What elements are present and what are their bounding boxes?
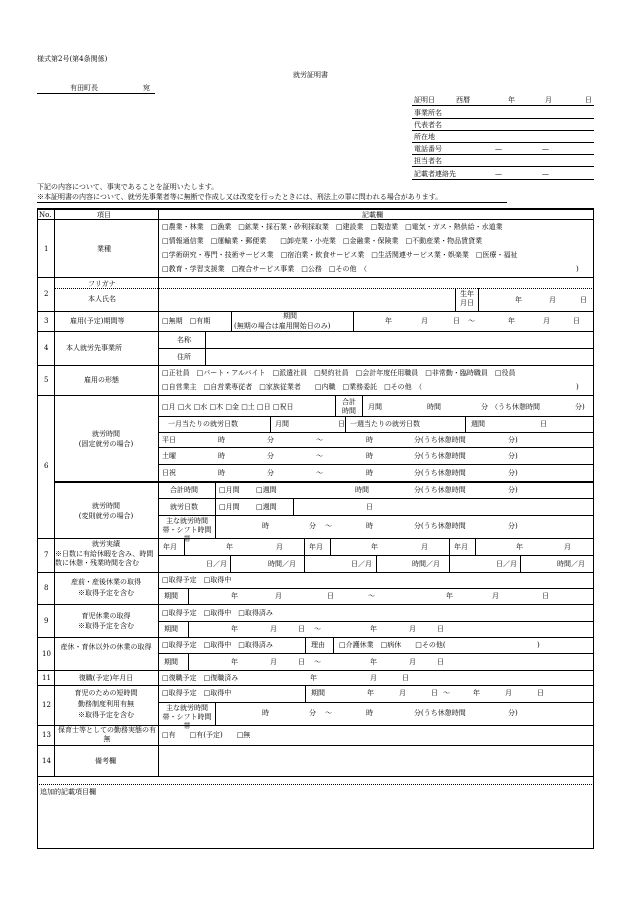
other-leave-reason-label: 理由 (311, 641, 325, 649)
weekly-days-label: 一週当たりの就労日数 (350, 420, 420, 428)
break-close: 分) (575, 403, 585, 411)
variable-shift-label: 主な就労時間帯・シフト時間帯 (162, 517, 212, 543)
start-minute-unit: 分 (267, 452, 274, 460)
certifier-field: 所在地 (414, 133, 435, 141)
employment-type-close: ) (576, 383, 579, 391)
return-date-label: 復職(予定)年月日 (78, 674, 134, 682)
start-hour-unit: 時 (218, 452, 225, 460)
certifier-field: 事業所名 (414, 109, 442, 117)
furigana-label: フリガナ (88, 280, 116, 288)
birth-date-label: 生年月日 (460, 290, 474, 307)
mat-tilde: 〜 (368, 592, 375, 600)
total-time-label: 時間 (342, 407, 356, 415)
short-hours-label: 育児のための短時間 (74, 689, 138, 697)
time-tilde: 〜 (316, 436, 323, 444)
ol-end-month: 月 (409, 658, 416, 666)
cc-end-year: 年 (370, 625, 377, 633)
end-day: 日 (573, 317, 580, 325)
childcare-worker-label: 保育士等としての勤務実態の有無 (58, 726, 156, 743)
sh-start-day: 日 (431, 689, 438, 697)
remarks-field[interactable] (162, 750, 592, 774)
other-leave-label: 産休・育休以外の休業の取得 (60, 643, 152, 651)
break-close: 分) (508, 486, 518, 494)
variable-monthly-option[interactable]: □月間 (219, 486, 240, 494)
date-year: 年 (508, 96, 515, 104)
break-close: 分) (508, 522, 518, 530)
monthly-label: 月間 (368, 403, 382, 411)
shift-tilde: 〜 (325, 522, 332, 530)
phone-dash: — (495, 145, 502, 153)
minutes-unit: 分 (481, 403, 488, 411)
col-head-no: No. (39, 211, 52, 219)
contact-dash: — (542, 170, 549, 178)
industry-label: 業種 (97, 245, 111, 253)
contact-dash: — (495, 170, 502, 178)
statement-underline (37, 202, 507, 203)
record-hours-unit: 時間／月 (412, 560, 440, 568)
end-month: 月 (543, 317, 550, 325)
row-number: 1 (44, 245, 49, 253)
break-inline: 分(うち休憩時間 (414, 436, 466, 444)
work-record-note: ※日数に有給休暇を含み、時間数に休憩・残業時間を含む (55, 550, 154, 567)
row-number: 13 (42, 731, 51, 739)
birth-year: 年 (515, 296, 522, 304)
period-note: (無期の場合は雇用開始日のみ) (234, 322, 331, 330)
mat-end-year: 年 (446, 592, 453, 600)
mat-start-month: 月 (275, 592, 282, 600)
sh-tilde: 〜 (443, 689, 450, 697)
maternity-leave-options[interactable]: □取得予定 □取得中 (162, 576, 232, 584)
employment-type-options[interactable]: □正社員 □パート・アルバイト □派遣社員 □契約社員 □会計年度任用職員 □非常勤・臨時職員 □役員 (162, 369, 516, 377)
variable-hours-label: 就労時間 (92, 502, 120, 510)
record-year: 年 (226, 543, 233, 551)
record-ym-label: 年月 (163, 543, 177, 551)
sh-start-year: 年 (367, 689, 374, 697)
short-hours-options[interactable]: □取得予定 □取得中 (162, 689, 232, 697)
row-number: 9 (44, 617, 49, 625)
record-hours-unit: 時間／月 (557, 560, 585, 568)
break-note: （うち休憩時間 (491, 403, 540, 411)
row-number: 5 (44, 376, 49, 384)
short-hours-shift-label: 主な就労時間帯・シフト時間帯 (162, 704, 212, 730)
certifier-field: 代表者名 (414, 121, 442, 129)
cc-end-month: 月 (409, 625, 416, 633)
variable-days-weekly-option[interactable]: □週間 (256, 503, 277, 511)
break-close: 分) (508, 709, 518, 717)
name-label: 本人氏名 (88, 295, 116, 303)
shift-end-hour: 時 (366, 522, 373, 530)
row-number: 10 (42, 650, 51, 658)
childcare-leave-note: ※取得予定を含む (78, 622, 134, 630)
record-hours-unit: 時間／月 (268, 560, 296, 568)
term-options[interactable]: □無期 □有期 (162, 317, 211, 325)
certifier-field: 担当者名 (414, 157, 442, 165)
date-day: 日 (585, 96, 592, 104)
return-options[interactable]: □復職予定 □復職済み (162, 674, 239, 682)
short-hours-period-label: 期間 (311, 689, 325, 697)
end-year: 年 (508, 317, 515, 325)
industry-options[interactable]: □農業・林業 □漁業 □鉱業・採石業・砂利採取業 □建設業 □製造業 □電気・ガス・熱供給・水道業 (162, 223, 503, 231)
start-month: 月 (421, 317, 428, 325)
period-label: 雇用(予定)期間等 (70, 317, 125, 325)
variable-days-unit: 日 (366, 503, 373, 511)
sh-end-day: 日 (537, 689, 544, 697)
weekly-days-unit-label: 週間 (471, 420, 485, 428)
ol-end-day: 日 (437, 658, 444, 666)
extra-items-field[interactable] (40, 798, 592, 846)
childcare-leave-label: 育児休業の取得 (81, 612, 131, 620)
other-leave-reasons[interactable]: □介護休業 □病休 □その他( (339, 641, 446, 649)
certifier-field: 電話番号 (414, 145, 442, 153)
record-month: 月 (564, 543, 571, 551)
cc-start-year: 年 (231, 625, 238, 633)
cc-tilde: 〜 (314, 625, 321, 633)
total-label: 合計 (342, 398, 356, 406)
row-number: 11 (42, 674, 51, 682)
ol-start-year: 年 (231, 658, 238, 666)
variable-days-label: 就労日数 (170, 503, 198, 511)
monthly-days-unit: 日 (338, 420, 345, 428)
workplace-name-label: 名称 (177, 336, 191, 344)
break-inline: 分(うち休憩時間 (414, 486, 466, 494)
date-month: 月 (545, 96, 552, 104)
ol-end-year: 年 (370, 658, 377, 666)
shift-start-hour: 時 (262, 522, 269, 530)
employment-type-label: 雇用の形態 (84, 376, 119, 384)
childcare-period-label: 期間 (164, 625, 178, 633)
record-month: 月 (276, 543, 283, 551)
variable-hours-unit: 時間 (355, 486, 369, 494)
maternity-leave-label: 産前・産後休業の取得 (71, 578, 141, 586)
end-hour-unit: 時 (366, 436, 373, 444)
hours-unit: 時間 (427, 403, 441, 411)
employment-type-options[interactable]: □自営業主 □自営業専従者 □家族従業者 □内職 □業務委託 □その他 （ (162, 383, 423, 391)
break-close: 分) (508, 469, 518, 477)
statement-warning: ※本証明書の内容について、就労先事業者等に無断で作成し又は改変を行ったときには、刑法上の罪に問われる場合があります。 (37, 193, 443, 201)
start-day: 日 (453, 317, 460, 325)
cc-end-day: 日 (437, 625, 444, 633)
row-number: 6 (44, 462, 49, 470)
other-leave-close: ) (537, 641, 540, 649)
addressee: 有田町長 (70, 84, 98, 92)
mat-start-day: 日 (327, 592, 334, 600)
workplace-label: 本人就労先事業所 (66, 344, 122, 352)
end-hour-unit: 時 (366, 452, 373, 460)
monthly-days-unit-label: 月間 (275, 420, 289, 428)
row-number: 3 (44, 317, 49, 325)
ol-start-month: 月 (270, 658, 277, 666)
childcare-leave-options[interactable]: □取得予定 □取得中 □取得済み (162, 609, 273, 617)
weekday-row-label: 平日 (162, 436, 176, 444)
addressee-underline (37, 93, 155, 94)
industry-other-close: ) (576, 265, 579, 273)
ol-tilde: 〜 (314, 658, 321, 666)
variable-weekly-option[interactable]: □週間 (256, 486, 277, 494)
row-number: 14 (42, 757, 51, 765)
maternity-leave-note: ※取得予定を含む (78, 589, 134, 597)
certifier-field: 記載者連絡先 (414, 170, 456, 178)
industry-options[interactable]: □教育・学習支援業 □複合サービス事業 □公務 □その他 （ (162, 265, 367, 273)
form-number: 様式第2号(第4条関係) (37, 55, 108, 63)
sh-shift-end-hour: 時 (366, 709, 373, 717)
date-label: 証明日 (414, 96, 435, 104)
record-days-unit: 日／月 (351, 560, 372, 568)
row-number: 12 (42, 701, 51, 709)
time-tilde: 〜 (316, 452, 323, 460)
monthly-days-label: 一月当たりの就労日数 (168, 420, 238, 428)
period-tilde: 〜 (468, 317, 475, 325)
row-number: 4 (44, 344, 49, 352)
variable-hours-sub: (変則就労の場合) (78, 512, 134, 520)
record-days-unit: 日／月 (496, 560, 517, 568)
workplace-address-label: 住所 (177, 353, 191, 361)
industry-options[interactable]: □学術研究・専門・技術サービス業 □宿泊業・飲食サービス業 □生活関連サービス業・娯楽業 □医療・福祉 (162, 251, 518, 259)
work-record-label: 就労実績 (92, 540, 120, 548)
other-leave-options[interactable]: □取得予定 □取得中 □取得済み (162, 641, 273, 649)
start-year: 年 (385, 317, 392, 325)
mat-start-year: 年 (231, 592, 238, 600)
start-hour-unit: 時 (218, 469, 225, 477)
sh-shift-start-minute: 分 (309, 709, 316, 717)
period-heading: 期間 (283, 312, 297, 320)
birth-day: 日 (580, 296, 587, 304)
fixed-hours-sub: (固定就労の場合) (78, 440, 134, 448)
col-head-item: 項目 (97, 211, 111, 219)
break-inline: 分(うち休憩時間 (414, 709, 466, 717)
other-period-label: 期間 (164, 658, 178, 666)
sh-start-month: 月 (399, 689, 406, 697)
record-year: 年 (371, 543, 378, 551)
extra-items-label: 追加的記載項目欄 (40, 788, 96, 796)
sh-end-month: 月 (505, 689, 512, 697)
record-year: 年 (516, 543, 523, 551)
industry-options[interactable]: □情報通信業 □運輸業・郵便業 □卸売業・小売業 □金融業・保険業 □不動産業・物品賃貸業 (162, 237, 483, 245)
start-minute-unit: 分 (267, 469, 274, 477)
break-inline: 分(うち休憩時間 (414, 452, 466, 460)
maternity-period-label: 期間 (164, 592, 178, 600)
cc-start-month: 月 (270, 625, 277, 633)
row-number: 7 (44, 551, 49, 559)
break-inline: 分(うち休憩時間 (414, 469, 466, 477)
short-hours-label-2: 勤務制度利用有無 (78, 700, 134, 708)
return-year: 年 (310, 674, 317, 682)
shift-start-minute: 分 (309, 522, 316, 530)
weekly-days-unit: 日 (540, 420, 547, 428)
record-ym-label: 年月 (309, 543, 323, 551)
sh-shift-start-hour: 時 (262, 709, 269, 717)
cc-start-day: 日 (298, 625, 305, 633)
record-days-unit: 日／月 (206, 560, 227, 568)
sh-shift-tilde: 〜 (325, 709, 332, 717)
break-close: 分) (508, 436, 518, 444)
page-title: 就労証明書 (293, 71, 328, 79)
variable-days-monthly-option[interactable]: □月間 (219, 503, 240, 511)
fixed-hours-label: 就労時間 (92, 430, 120, 438)
addressee-honorific: 宛 (143, 84, 150, 92)
childcare-worker-options[interactable]: □有 □有(予定) □無 (162, 731, 251, 739)
holiday-row-label: 日祝 (162, 469, 176, 477)
remarks-label: 備考欄 (95, 757, 116, 765)
record-ym-label: 年月 (454, 543, 468, 551)
weekday-checkboxes[interactable]: □月 □火 □水 □木 □金 □土 □日 □祝日 (162, 403, 294, 411)
time-tilde: 〜 (316, 469, 323, 477)
break-close: 分) (508, 452, 518, 460)
sh-end-year: 年 (473, 689, 480, 697)
return-month: 月 (370, 674, 377, 682)
variable-total-label: 合計時間 (170, 486, 198, 494)
date-era: 西暦 (456, 96, 470, 104)
col-head-content: 記載欄 (362, 211, 383, 219)
break-inline: 分(うち休憩時間 (414, 522, 466, 530)
record-month: 月 (421, 543, 428, 551)
end-hour-unit: 時 (366, 469, 373, 477)
mat-end-day: 日 (542, 592, 549, 600)
start-hour-unit: 時 (218, 436, 225, 444)
row-number: 2 (44, 290, 49, 298)
statement-text: 下記の内容について、事実であることを証明いたします。 (37, 183, 219, 191)
ol-start-day: 日 (298, 658, 305, 666)
birth-month: 月 (549, 296, 556, 304)
short-hours-note: ※取得予定を含む (78, 711, 134, 719)
row-number: 8 (44, 584, 49, 592)
phone-dash: — (542, 145, 549, 153)
return-day: 日 (402, 674, 409, 682)
mat-end-month: 月 (492, 592, 499, 600)
saturday-row-label: 土曜 (162, 452, 176, 460)
start-minute-unit: 分 (267, 436, 274, 444)
